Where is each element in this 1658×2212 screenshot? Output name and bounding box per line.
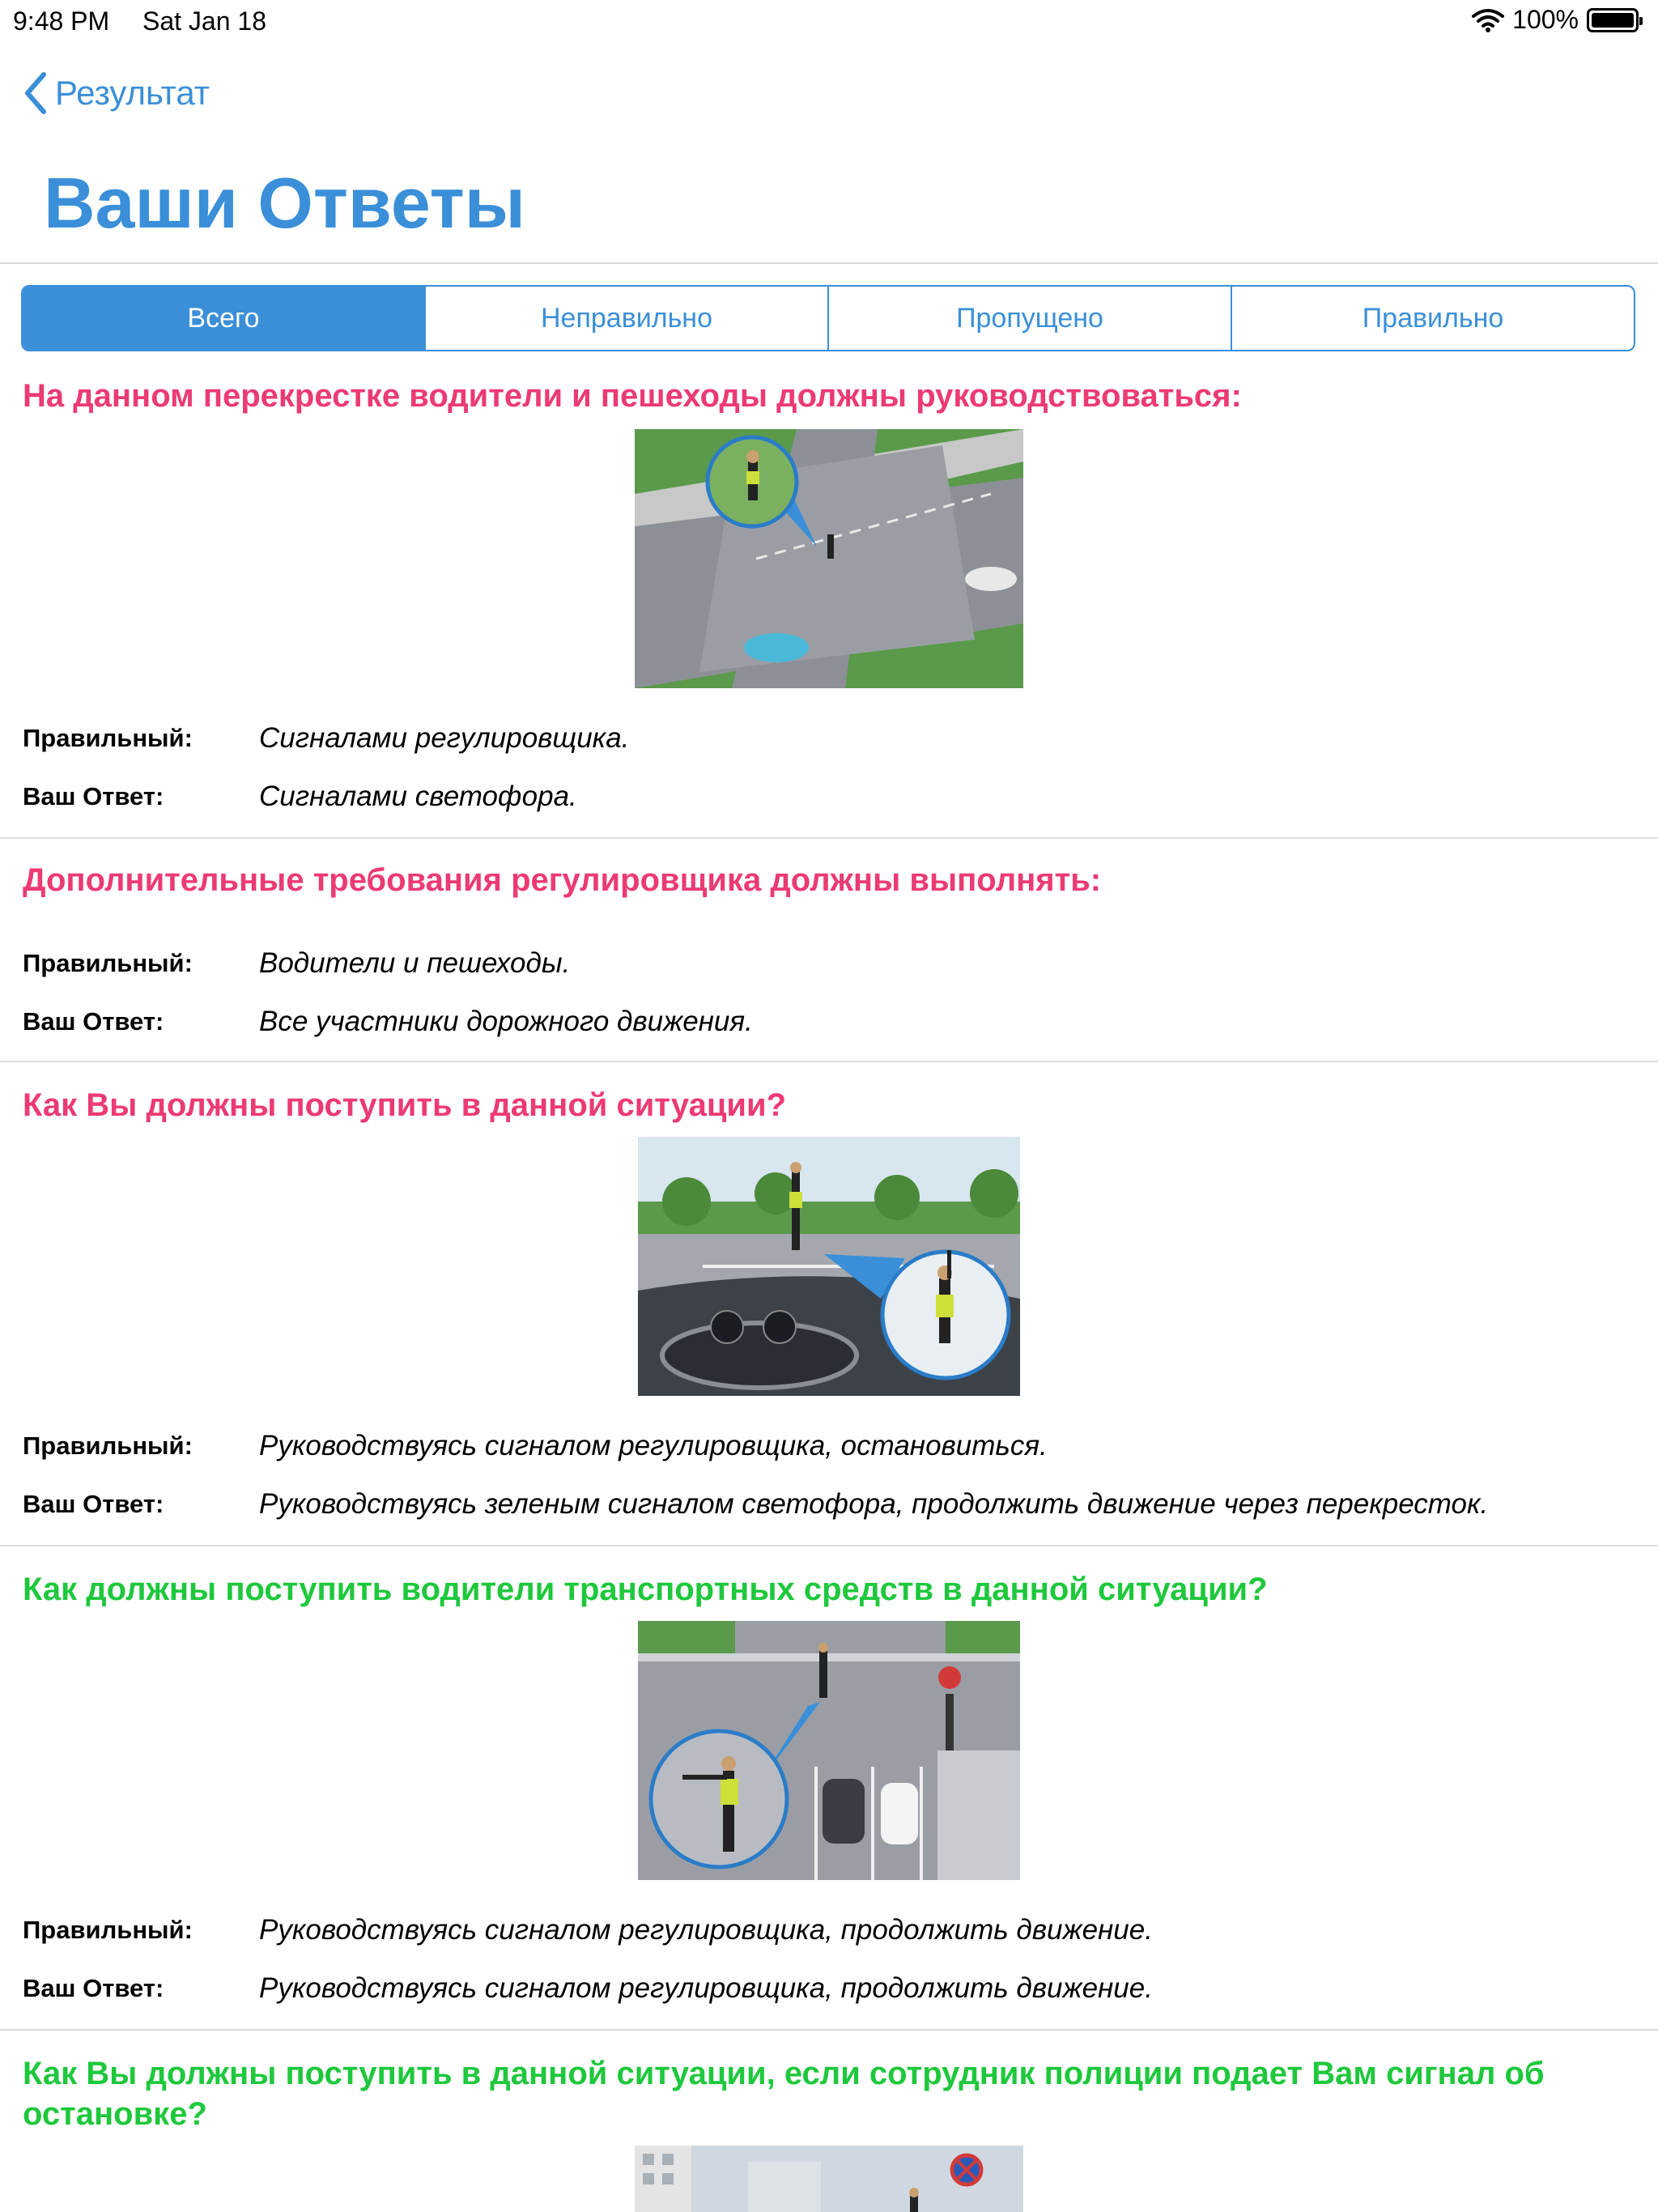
your-answer-label: Ваш Ответ: [23,1490,164,1518]
correct-answer-label: Правильный: [23,1431,193,1460]
your-answer-label: Ваш Ответ: [23,782,164,810]
your-answer-value: Руководствуясь сигналом регулировщика, продолжить движение. [259,1972,1153,2004]
your-answer-label: Ваш Ответ: [23,1974,164,2002]
filter-segmented-control [21,285,1635,351]
question-title: Дополнительные требования регулировщика должны выполнять: [23,862,1102,898]
question-title: Как должны поступить водители транспортных средств в данной ситуации? [23,1572,1268,1607]
correct-answer-label: Правильный: [23,1916,193,1944]
question-divider [0,1545,1658,1546]
status-right [1472,5,1639,35]
header-divider [0,262,1658,264]
correct-answer-value: Руководствуясь сигналом регулировщика, остановиться. [259,1430,1048,1461]
question-title: Как Вы должны поступить в данной ситуации, если сотрудник полиции подает Вам сигнал об остановке? [23,2056,1545,2132]
question-image [638,1137,1020,1396]
tab-incorrect[interactable]: Неправильно [426,287,829,350]
your-answer-value: Руководствуясь зеленым сигналом светофора, продолжить движение через перекресток. [259,1488,1489,1520]
your-answer-value: Сигналами светофора. [259,781,577,812]
battery-percent: 100% [1512,5,1579,34]
back-label: Результат [55,74,210,112]
battery-icon [1587,8,1639,32]
question-title: Как Вы должны поступить в данной ситуации? [23,1087,787,1123]
wifi-icon [1472,8,1504,32]
page-title: Ваши Ответы [44,163,525,243]
status-date: Sat Jan 18 [142,6,266,36]
back-button[interactable] [23,71,210,115]
question-title: На данном перекрестке водители и пешеходы должны руководствоваться: [23,378,1242,414]
tab-skipped[interactable]: Пропущено [829,287,1232,350]
correct-answer-label: Правильный: [23,949,193,977]
tab-correct[interactable]: Правильно [1362,302,1504,334]
chevron-left-icon [23,71,47,115]
status-time: 9:48 PM [13,6,110,36]
tab-all[interactable]: Всего [23,287,426,350]
correct-answer-value: Водители и пешеходы. [259,947,571,979]
question-image [638,1621,1020,1880]
correct-answer-label: Правильный: [23,724,193,752]
status-bar [0,0,1658,40]
question-divider [0,1061,1658,1062]
question-divider [0,837,1658,839]
your-answer-value: Все участники дорожного движения. [259,1006,753,1037]
correct-answer-value: Руководствуясь сигналом регулировщика, продолжить движение. [259,1914,1153,1946]
question-image [635,429,1023,688]
your-answer-label: Ваш Ответ: [23,1007,164,1036]
question-image [635,2146,1023,2212]
correct-answer-value: Сигналами регулировщика. [259,722,630,754]
question-divider [0,2029,1658,2031]
